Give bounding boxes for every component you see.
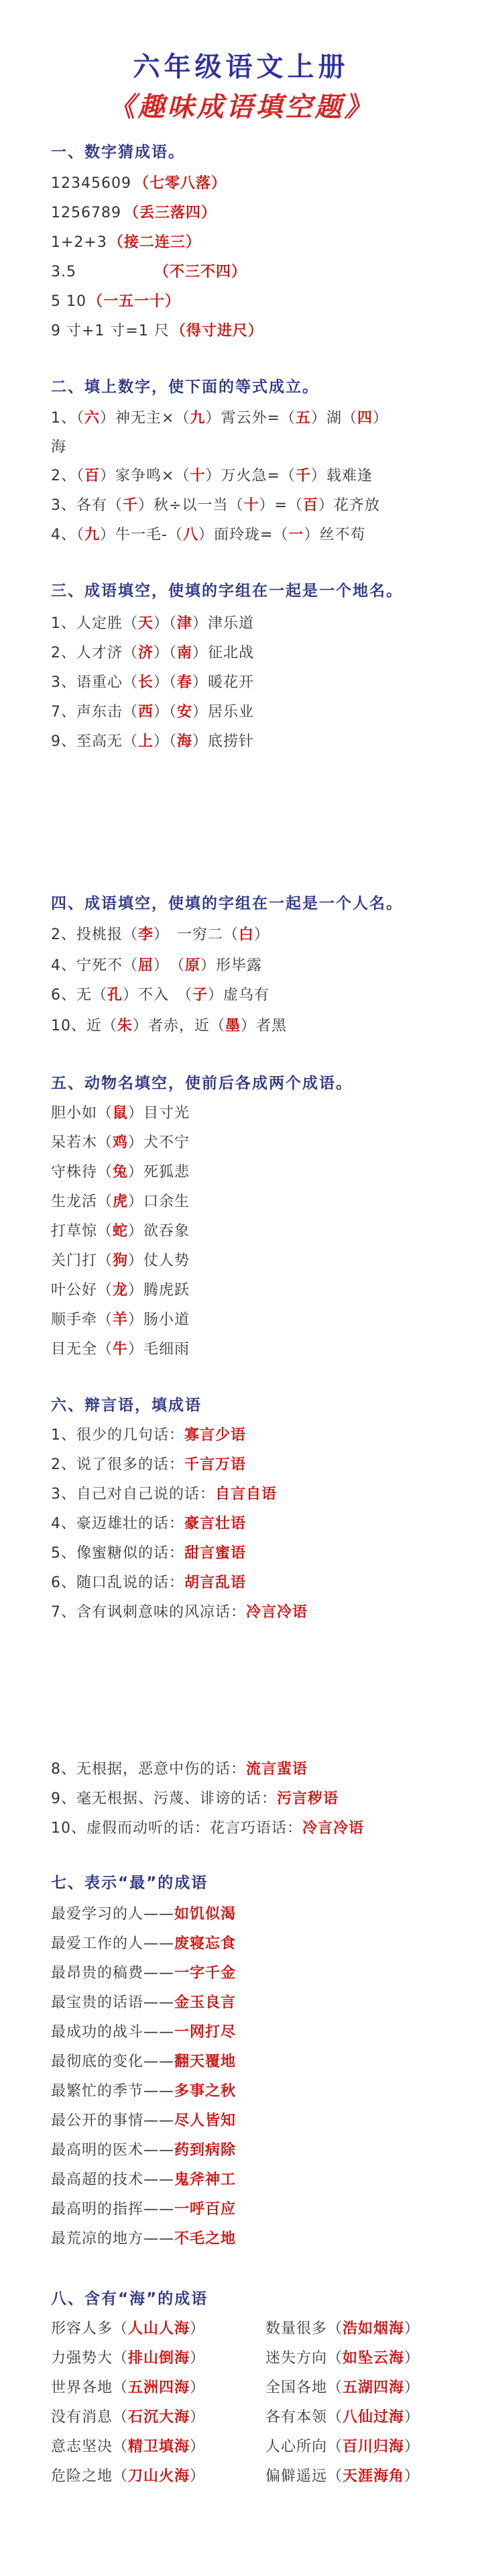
question-text: ）形毕露	[200, 957, 263, 974]
answer-text: 六	[84, 410, 101, 427]
worksheet-line	[51, 495, 470, 517]
answer-text: 羊	[113, 1311, 129, 1328]
answer-text: 寡言少语	[184, 1427, 247, 1444]
answer-text: 十	[190, 468, 206, 484]
worksheet-line	[265, 2318, 467, 2340]
worksheet-line	[51, 1572, 470, 1594]
question-text: 世界各地（	[51, 2379, 129, 2396]
answer-text: （丢三落四）	[123, 205, 217, 221]
answer-text: 污言秽语	[277, 1790, 339, 1807]
question-text: 3、各有（	[51, 497, 123, 514]
answer-text: 龙	[113, 1282, 129, 1299]
question-text: 12345609	[51, 175, 131, 192]
answer-text: 海	[177, 733, 193, 750]
question-text: 打草惊（	[51, 1223, 113, 1240]
answer-text: 甜言蜜语	[184, 1545, 247, 1562]
worksheet-line	[51, 173, 470, 195]
question-text: ）=（	[259, 497, 303, 514]
worksheet-line	[51, 437, 470, 458]
worksheet-line	[51, 1818, 470, 1839]
answer-text: 一字千金	[174, 1965, 237, 1982]
worksheet-line	[51, 525, 470, 546]
worksheet-line	[265, 2377, 467, 2399]
question-text: ）死狐悲	[128, 1164, 190, 1181]
section-8-heading: 八、含有“海”的成语	[51, 2290, 208, 2308]
question-text: ）牛一毛-（	[100, 527, 183, 543]
question-text: 最宝贵的话语——	[51, 1994, 175, 2011]
question-text: 4、宁死不（	[51, 957, 138, 974]
worksheet-line	[51, 1221, 470, 1242]
question-text: ）万火急=（	[205, 468, 296, 484]
question-text: ）	[404, 2438, 420, 2455]
answer-text: 如坠云海	[343, 2350, 405, 2367]
question-text: 7、含有讽刺意味的风凉话：	[51, 1604, 246, 1621]
question-text: ）	[190, 2379, 206, 2396]
answer-text: 千言万语	[184, 1456, 247, 1473]
question-text: 目无全（	[51, 1341, 113, 1358]
question-text: 危险之地（	[51, 2468, 129, 2485]
answer-text: （一五一十）	[87, 293, 180, 310]
worksheet-line	[51, 2169, 470, 2191]
answer-text: 废寝忘食	[174, 1935, 237, 1952]
worksheet-line	[51, 1543, 470, 1564]
question-text: ）犬不宁	[128, 1134, 190, 1151]
answer-text: 李	[138, 926, 154, 943]
question-text: 2、人才济（	[51, 645, 138, 661]
worksheet-line	[51, 321, 470, 342]
question-text: 全国各地（	[265, 2379, 343, 2396]
worksheet-line	[51, 2051, 470, 2073]
answer-text: 千	[295, 468, 311, 484]
question-text: ）者黑	[241, 1018, 288, 1034]
question-text: （	[76, 410, 85, 427]
answer-text: 冷言冷语	[302, 1820, 365, 1837]
question-text: 1、人定胜（	[51, 615, 138, 632]
question-text: 最爱工作的人——	[51, 1935, 175, 1952]
worksheet-line	[51, 2081, 470, 2102]
question-text: 3.5	[51, 264, 76, 280]
question-text: 5、像蜜糖似的话：	[51, 1545, 184, 1562]
question-text: ）毛细雨	[128, 1341, 190, 1358]
answer-text: 胡言乱语	[184, 1574, 247, 1591]
worksheet-line	[51, 2229, 470, 2250]
question-text: 10、近（	[51, 1018, 117, 1034]
question-text: 最成功的战斗——	[51, 2024, 175, 2041]
worksheet-line	[51, 1016, 470, 1037]
worksheet-line	[265, 2436, 467, 2458]
question-text: 没有消息（	[51, 2409, 129, 2426]
page-subtitle: 《趣味成语填空题》	[108, 91, 374, 123]
question-text: ）津乐道	[192, 615, 255, 632]
question-text: ）	[404, 2350, 420, 2367]
answer-text: （七零八落）	[133, 175, 227, 192]
worksheet-line	[265, 2466, 467, 2487]
answer-text: 上	[138, 733, 154, 750]
answer-text: 五湖四海	[343, 2379, 405, 2396]
answer-text: 西	[138, 704, 154, 720]
worksheet-line	[51, 1933, 470, 1955]
question-text: ）（	[154, 733, 178, 750]
answer-text: 一网打尽	[174, 2024, 237, 2041]
question-text: ）	[190, 2320, 206, 2337]
worksheet-line	[51, 1309, 470, 1331]
answer-text: 一呼百应	[174, 2201, 237, 2218]
question-text: 顺手牵（	[51, 1311, 113, 1328]
worksheet-line	[51, 702, 470, 723]
question-text: 5 10	[51, 293, 86, 310]
question-text: 9、毫无根据、污蔑、诽谤的话：	[51, 1790, 277, 1807]
worksheet-line	[51, 408, 470, 429]
worksheet-line	[51, 291, 470, 313]
question-text: ）仗人势	[128, 1252, 190, 1269]
question-text: 力强势大（	[51, 2350, 129, 2367]
question-text: ） （	[154, 957, 186, 974]
worksheet-line	[51, 2140, 470, 2161]
question-text: ）虚乌有	[208, 987, 270, 1004]
question-text: 2、投桃报（	[51, 926, 138, 943]
question-text: 6、无（	[51, 987, 107, 1004]
answer-text: 长	[138, 674, 154, 691]
answer-text: 人山人海	[128, 2320, 190, 2337]
worksheet-line	[51, 1280, 470, 1301]
answer-text: 五洲四海	[128, 2379, 190, 2396]
question-text: ）目寸光	[128, 1105, 190, 1122]
question-text: 迷失方向（	[265, 2350, 343, 2367]
worksheet-line	[51, 613, 470, 635]
worksheet-line	[51, 2318, 245, 2340]
question-text: ）秋÷以一当（	[138, 497, 244, 514]
question-text: 人心所向（	[265, 2438, 343, 2455]
answer-text: 朱	[117, 1018, 133, 1034]
answer-text: 百	[84, 468, 101, 484]
worksheet-line	[51, 1250, 470, 1272]
answer-text: 墨	[225, 1018, 241, 1034]
question-text: 数量很多（	[265, 2320, 343, 2337]
answer-text: 天涯海角	[343, 2468, 405, 2485]
answer-text: 蛇	[113, 1223, 129, 1240]
answer-text: 多事之秋	[174, 2083, 237, 2100]
question-text: ）口余生	[128, 1193, 190, 1210]
question-text: 4、（	[51, 527, 84, 543]
section-7-heading: 七、表示“最”的成语	[51, 1874, 208, 1892]
worksheet-line	[51, 1132, 470, 1154]
worksheet-line	[51, 2407, 245, 2428]
worksheet-line	[51, 2110, 470, 2132]
answer-text: 自言自语	[215, 1486, 278, 1503]
answer-text: 五	[295, 410, 311, 427]
answer-text: 鸡	[113, 1134, 129, 1151]
answer-text: 百	[302, 497, 318, 514]
question-text: 2、（	[51, 468, 84, 484]
worksheet-line	[51, 1788, 470, 1810]
question-text: 胆小如（	[51, 1105, 113, 1122]
question-text: ）腾虎跃	[128, 1282, 190, 1299]
answer-text: 金玉良言	[174, 1994, 237, 2011]
answer-text: 白	[239, 926, 255, 943]
answer-text: 牛	[113, 1341, 129, 1358]
question-text: 最爱学习的人——	[51, 1906, 175, 1923]
answer-text: 兔	[113, 1164, 129, 1181]
worksheet-line	[51, 2436, 245, 2458]
answer-text: 豪言壮语	[184, 1515, 247, 1532]
question-text: 4、豪迈雄壮的话：	[51, 1515, 184, 1532]
answer-text: 八	[182, 527, 198, 543]
worksheet-line	[51, 1963, 470, 1984]
worksheet-line	[51, 643, 470, 664]
answer-text: 济	[138, 645, 154, 661]
answer-text: 十	[243, 497, 259, 514]
answer-text: 一	[288, 527, 304, 543]
answer-text: 九	[84, 527, 101, 543]
answer-text: 津	[177, 615, 193, 632]
worksheet-line	[51, 985, 470, 1006]
worksheet-line	[51, 1425, 470, 1446]
question-text: ）欲吞象	[128, 1223, 190, 1240]
worksheet-line	[51, 2377, 245, 2399]
question-text: 最繁忙的季节——	[51, 2083, 175, 2100]
question-text: ）（	[154, 645, 178, 661]
worksheet-line	[265, 2407, 467, 2428]
worksheet-line	[51, 1454, 470, 1476]
question-text: 6、随口乱说的话：	[51, 1574, 184, 1591]
answer-text: 南	[177, 645, 193, 661]
worksheet-line	[51, 1904, 470, 1925]
question-text: ）面玲珑=（	[198, 527, 289, 543]
answer-text: 刀山火海	[128, 2468, 190, 2485]
question-text: ）载难逢	[310, 468, 373, 484]
answer-text: 四	[357, 410, 373, 427]
question-text: ）（	[154, 704, 178, 720]
question-text: 叶公好（	[51, 1282, 113, 1299]
question-text: ）	[254, 926, 270, 943]
question-text: ）	[404, 2320, 420, 2337]
question-text: 2、说了很多的话：	[51, 1456, 184, 1473]
question-text: ）（	[154, 615, 178, 632]
page-title: 六年级语文上册	[133, 51, 349, 83]
question-text: ）	[190, 2438, 206, 2455]
answer-text: 药到病除	[174, 2142, 237, 2159]
answer-text: 千	[123, 497, 139, 514]
answer-text: 如饥似渴	[174, 1906, 237, 1923]
worksheet-line	[51, 2022, 470, 2043]
worksheet-line	[51, 731, 470, 753]
question-text: 1、很少的几句话：	[51, 1427, 184, 1444]
answer-text: 石沉大海	[128, 2409, 190, 2426]
section-5-heading: 五、动物名填空，使前后各成两个成语。	[51, 1075, 353, 1092]
answer-text: 安	[177, 704, 193, 720]
question-text: 最公开的事情——	[51, 2112, 175, 2129]
answer-text: （接二连三）	[108, 234, 201, 251]
question-text: 最高明的医术——	[51, 2142, 175, 2159]
question-text: ）	[404, 2379, 420, 2396]
answer-text: 流言蜚语	[246, 1761, 308, 1778]
worksheet-line	[51, 955, 470, 977]
answer-text: 子	[192, 987, 208, 1004]
answer-text: 孔	[107, 987, 123, 1004]
worksheet-line	[51, 262, 470, 283]
section-1-heading: 一、数字猜成语。	[51, 144, 185, 161]
question-text: 偏僻遥远（	[265, 2468, 343, 2485]
answer-text: 鼠	[113, 1105, 129, 1122]
answer-text: 冷言冷语	[246, 1604, 308, 1621]
answer-text: （不三不四）	[154, 264, 247, 280]
question-text: 形容人多（	[51, 2320, 129, 2337]
question-text: ）暖花开	[192, 674, 255, 691]
question-text: ）家争鸣×（	[100, 468, 190, 484]
worksheet-line	[51, 1484, 470, 1505]
answer-text: 尽人皆知	[174, 2112, 237, 2129]
question-text: ）征北战	[192, 645, 255, 661]
worksheet-line	[51, 2199, 470, 2220]
question-text: ）花齐放	[318, 497, 380, 514]
answer-text: 精卫填海	[128, 2438, 190, 2455]
answer-text: 鬼斧神工	[174, 2171, 237, 2188]
answer-text: 九	[190, 410, 206, 427]
question-text: ）	[190, 2350, 206, 2367]
answer-text: 翻天覆地	[174, 2053, 237, 2070]
question-text: ） 一穷二（	[154, 926, 239, 943]
question-text: ）霄云外=（	[205, 410, 296, 427]
question-text: ）神无主×（	[100, 410, 190, 427]
question-text: 最荒凉的地方——	[51, 2231, 175, 2247]
question-text: 最昂贵的稿费——	[51, 1965, 175, 1982]
answer-text: 天	[138, 615, 154, 632]
answer-text: 狗	[113, 1252, 129, 1269]
section-6-heading: 六、辩言语，填成语	[51, 1397, 202, 1414]
question-text: 8、无根据，恶意中伤的话：	[51, 1761, 246, 1778]
question-text: 各有本领（	[265, 2409, 343, 2426]
worksheet-line	[51, 1759, 470, 1780]
question-text: ）丝不苟	[304, 527, 366, 543]
worksheet-line	[51, 1339, 470, 1360]
worksheet-line	[51, 1103, 470, 1124]
worksheet-line	[51, 1162, 470, 1183]
worksheet-line	[51, 203, 470, 224]
answer-text: 浩如烟海	[343, 2320, 405, 2337]
question-text: 关门打（	[51, 1252, 113, 1269]
section-2-heading: 二、填上数字，使下面的等式成立。	[51, 378, 319, 396]
answer-text: 百川归海	[343, 2438, 405, 2455]
answer-text: （得寸进尺）	[170, 323, 263, 339]
question-text: ）	[404, 2468, 420, 2485]
question-text: ）	[190, 2409, 206, 2426]
question-text: ）居乐业	[192, 704, 255, 720]
question-text: ）	[404, 2409, 420, 2426]
question-text: 意志坚决（	[51, 2438, 129, 2455]
answer-text: 不毛之地	[174, 2231, 237, 2247]
question-text: 最高明的指挥——	[51, 2201, 175, 2218]
question-text: ）者赤，近（	[133, 1018, 226, 1034]
worksheet-line	[51, 1992, 470, 2014]
question-text: ）	[190, 2468, 206, 2485]
question-text: 3、语重心（	[51, 674, 138, 691]
answer-text: 虎	[113, 1193, 129, 1210]
question-text: ）湖（	[310, 410, 357, 427]
worksheet-line	[51, 232, 470, 254]
worksheet-line	[51, 2466, 245, 2487]
worksheet-line	[51, 672, 470, 694]
question-text: ）底捞针	[192, 733, 255, 750]
question-text: 9 寸+1 寸=1 尺	[51, 323, 170, 339]
answer-text: 原	[185, 957, 201, 974]
worksheet-line	[51, 1513, 470, 1535]
question-text: ）肠小道	[128, 1311, 190, 1328]
worksheet-line	[51, 466, 470, 487]
worksheet-line	[51, 1191, 470, 1213]
worksheet-line	[265, 2348, 467, 2369]
section-4-heading: 四、成语填空，使填的字组在一起是一个人名。	[51, 895, 403, 912]
section-3-heading: 三、成语填空，使填的字组在一起是一个地名。	[51, 582, 403, 600]
worksheet-line	[51, 2348, 245, 2369]
question-text: 3、自己对自己说的话：	[51, 1486, 215, 1503]
question-text: ）	[372, 410, 388, 427]
question-text: 最高超的技术——	[51, 2171, 175, 2188]
question-text: 海	[51, 439, 67, 455]
answer-text: 排山倒海	[128, 2350, 190, 2367]
question-text: 7、声东击（	[51, 704, 138, 720]
question-text: 1、	[51, 410, 76, 427]
answer-text: 屈	[138, 957, 154, 974]
question-text: 10、虚假而动听的话：花言巧语话：	[51, 1820, 302, 1837]
worksheet-line	[51, 1602, 470, 1623]
worksheet-line	[51, 924, 470, 946]
question-text: ）不入 （	[123, 987, 193, 1004]
answer-text: 八仙过海	[343, 2409, 405, 2426]
question-text: 1256789	[51, 205, 121, 221]
question-text: 最彻底的变化——	[51, 2053, 175, 2070]
question-text: ）（	[154, 674, 178, 691]
question-text: 1+2+3	[51, 234, 107, 251]
question-text: 呆若木（	[51, 1134, 113, 1151]
question-text: 守株待（	[51, 1164, 113, 1181]
answer-text: 春	[177, 674, 193, 691]
question-text: 9、至高无（	[51, 733, 138, 750]
question-text: 生龙活（	[51, 1193, 113, 1210]
